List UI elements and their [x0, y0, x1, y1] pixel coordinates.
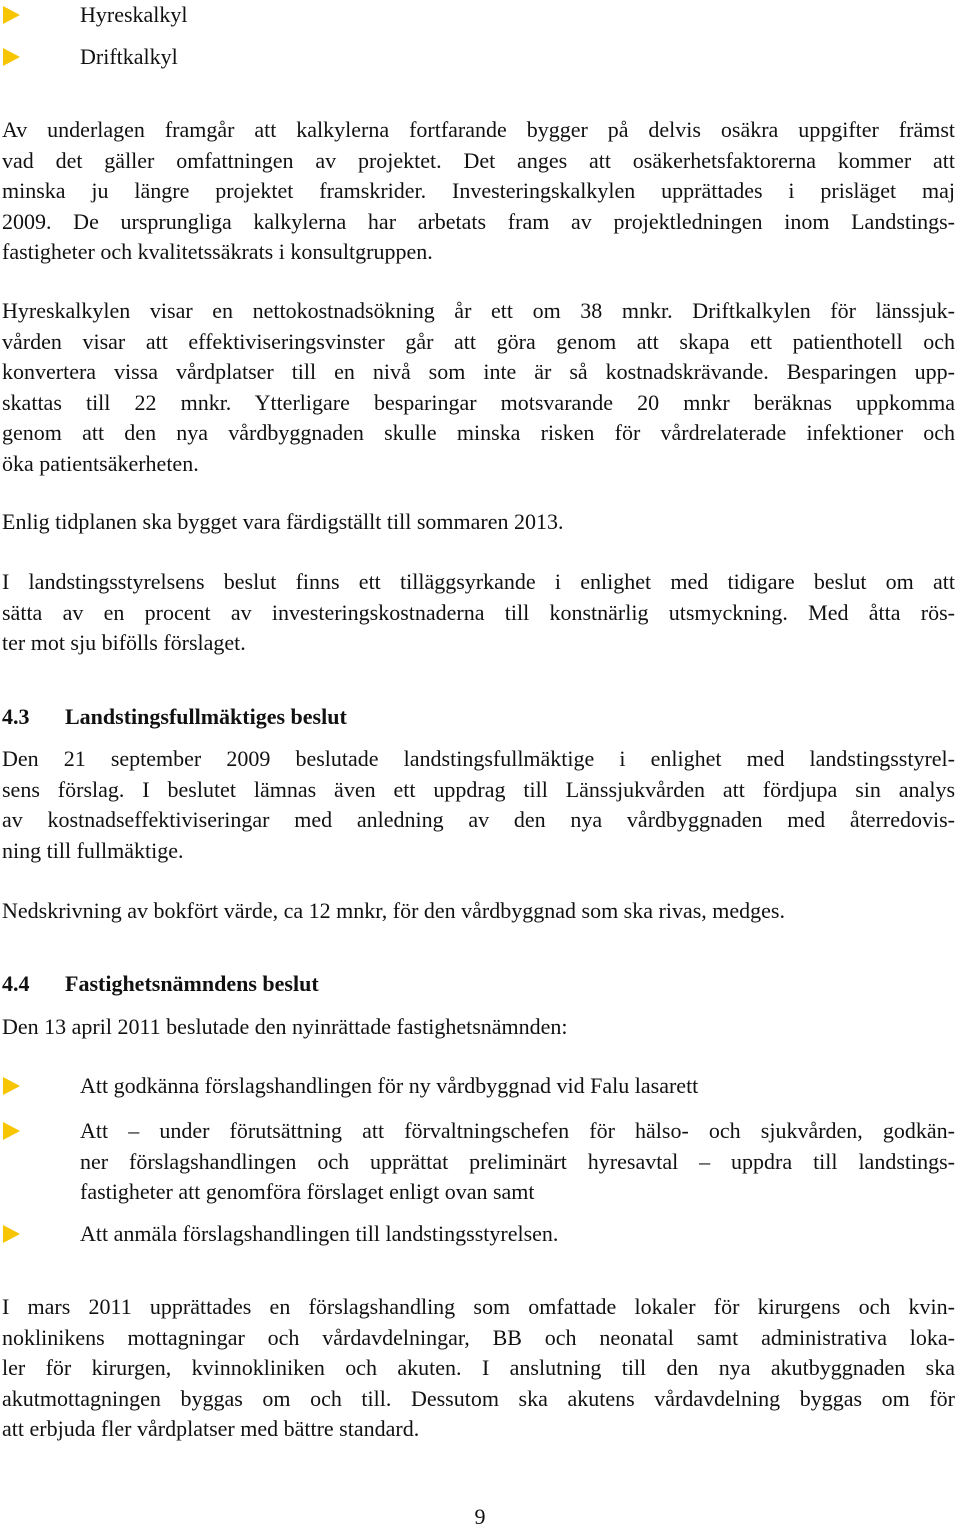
paragraph	[2, 296, 955, 479]
paragraph	[2, 1292, 955, 1445]
triangle-bullet-icon	[3, 1225, 20, 1243]
text-line: Enlig tidplanen ska bygget vara färdigställt till sommaren 2013.	[2, 509, 564, 534]
list-item-text	[80, 1116, 955, 1208]
text-line: konvertera vissa vårdplatser till en nivå som inte är så kostnadskrävande. Besparingen upp-	[2, 359, 955, 384]
text-line: vad det gäller omfattningen av projektet. Det anges att osäkerhetsfaktorerna kommer att	[2, 147, 955, 173]
paragraph	[2, 567, 955, 659]
text-line: I landstingsstyrelsens beslut finns ett tilläggsyrkande i enlighet med tidigare beslut om att	[2, 569, 955, 594]
text-line: ter mot sju bifölls förslaget.	[2, 630, 246, 655]
paragraph	[2, 507, 955, 538]
section-heading	[2, 702, 347, 732]
text-line: Att – under förutsättning att förvaltningschefen för hälso- och sjukvården, godkän-	[80, 1118, 955, 1143]
text-line: skattas till 22 mnkr. Ytterligare besparingar motsvarande 20 mnkr beräknas uppkomma	[2, 389, 955, 415]
text-line: ner förslagshandlingen och upprättat preliminärt hyresavtal – uppdra till landstings-	[80, 1148, 955, 1174]
section-heading	[2, 969, 319, 999]
text-line: av kostnadseffektiviseringar med anledning av den nya vårdbyggnaden med återredovis-	[2, 807, 955, 832]
list-item-text: Hyreskalkyl	[80, 2, 188, 27]
text-line: minska ju längre projektet framskrider. Investeringskalkylen upprättades i prisläget maj	[2, 178, 955, 203]
list-item-text	[80, 1219, 955, 1249]
text-line: Att godkänna förslagshandlingen för ny vårdbyggnad vid Falu lasarett	[80, 1073, 699, 1098]
text-line: Hyreskalkylen visar en nettokostnadsökning år ett om 38 mnkr. Driftkalkylen för länssjuk-	[2, 298, 955, 323]
text-line: fastigheter att genomföra förslaget enligt ovan samt	[80, 1179, 535, 1204]
list-item-text: Driftkalkyl	[80, 44, 178, 69]
text-line: sätta av en procent av investeringskostnaderna till konstnärlig utsmyckning. Med åtta rös-	[2, 599, 955, 625]
text-line: sens förslag. I beslutet lämnas även ett uppdrag till Länssjukvården att fördjupa sin analys	[2, 776, 955, 802]
paragraph	[2, 115, 955, 268]
paragraph	[2, 1012, 955, 1043]
text-line: att erbjuda fler vårdplatser med bättre standard.	[2, 1416, 420, 1441]
text-line: ler för kirurgen, kvinnokliniken och akuten. I anslutning till den nya akutbyggnaden ska	[2, 1355, 955, 1380]
page-number: 9	[474, 1504, 486, 1529]
text-line: I mars 2011 upprättades en förslagshandling som omfattade lokaler för kirurgens och kvin-	[2, 1294, 955, 1319]
triangle-bullet-icon	[3, 1077, 20, 1095]
text-line: öka patientsäkerheten.	[2, 450, 199, 476]
section-number: 4.4	[2, 971, 30, 996]
text-line: akutmottagningen byggas om och till. Dessutom ska akutens vårdavdelning byggas om för	[2, 1385, 955, 1411]
text-line: Att anmäla förslagshandlingen till landstingsstyrelsen.	[80, 1221, 559, 1246]
triangle-bullet-icon	[3, 1122, 20, 1140]
section-title: Landstingsfullmäktiges beslut	[65, 704, 347, 729]
text-line: vården visar att effektiviseringsvinster går att göra genom att skapa ett patienthotell och	[2, 328, 955, 354]
text-line: fastigheter och kvalitetssäkrats i konsultgruppen.	[2, 239, 433, 264]
text-line: ning till fullmäktige.	[2, 837, 184, 863]
text-line: Den 21 september 2009 beslutade landstingsfullmäktige i enlighet med landstingsstyrel-	[2, 746, 955, 771]
paragraph	[2, 744, 955, 866]
triangle-bullet-icon	[3, 48, 20, 66]
paragraph	[2, 896, 955, 927]
text-line: noklinikens mottagningar och vårdavdelningar, BB och neonatal samt administrativa loka-	[2, 1324, 955, 1350]
triangle-bullet-icon	[3, 6, 20, 24]
text-line: 2009. De ursprungliga kalkylerna har arbetats fram av projektledningen inom Landstings-	[2, 208, 955, 234]
text-line: Den 13 april 2011 beslutade den nyinrättade fastighetsnämnden:	[2, 1014, 568, 1039]
text-line: Nedskrivning av bokfört värde, ca 12 mnkr, för den vårdbyggnad som ska rivas, medges.	[2, 898, 785, 923]
section-number: 4.3	[2, 704, 30, 729]
text-line: Av underlagen framgår att kalkylerna fortfarande bygger på delvis osäkra uppgifter främst	[2, 117, 955, 142]
list-item-text	[80, 1071, 955, 1101]
text-line: genom att den nya vårdbyggnaden skulle minska risken för vårdrelaterade infektioner och	[2, 420, 955, 445]
section-title: Fastighetsnämndens beslut	[65, 971, 319, 996]
